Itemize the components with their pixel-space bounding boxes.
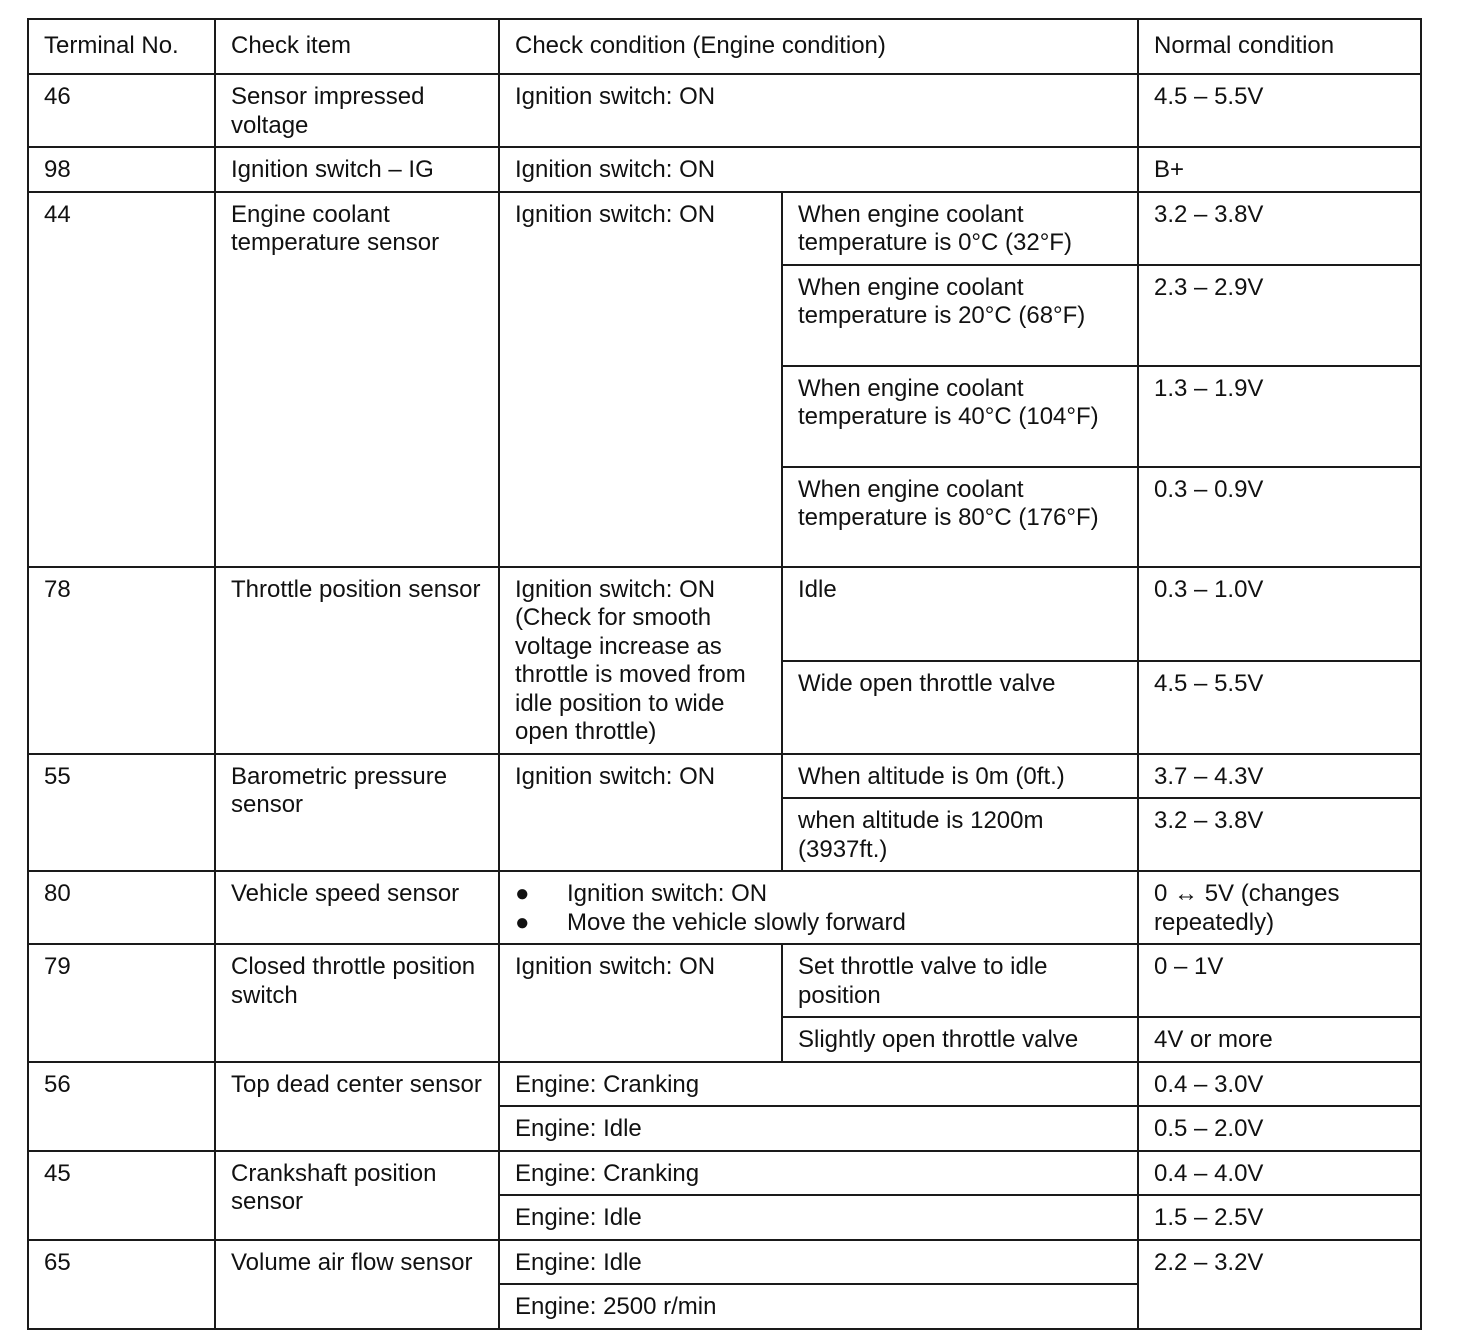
- header-terminal: Terminal No.: [28, 19, 215, 74]
- check-condition-cell: Engine: Idle: [499, 1240, 1138, 1285]
- sub-condition-cell: When engine coolant temperature is 40°C (104°F): [782, 366, 1138, 467]
- terminal-cell: 80: [28, 871, 215, 944]
- bullet-text: Ignition switch: ON: [567, 880, 768, 907]
- table-row: [28, 567, 1421, 661]
- check-item-cell: Engine coolant temperature sensor: [215, 192, 499, 567]
- list-item: [515, 909, 1123, 938]
- table-row: [28, 871, 1421, 944]
- header-normal-condition: Normal condition: [1138, 19, 1421, 74]
- check-item-cell: Sensor impressed voltage: [215, 74, 499, 147]
- check-condition-cell: Engine: Cranking: [499, 1151, 1138, 1196]
- terminal-voltage-table: [27, 18, 1422, 1330]
- check-item-cell: Volume air flow sensor: [215, 1240, 499, 1329]
- terminal-cell: 78: [28, 567, 215, 754]
- sub-condition-cell: Set throttle valve to idle position: [782, 944, 1138, 1017]
- normal-condition-cell: 2.3 – 2.9V: [1138, 265, 1421, 366]
- normal-condition-cell: 0 ↔ 5V (changes repeatedly): [1138, 871, 1421, 944]
- check-condition-cell: Engine: Idle: [499, 1195, 1138, 1240]
- sub-condition-cell: When engine coolant temperature is 0°C (32°F): [782, 192, 1138, 265]
- check-item-cell: Ignition switch – IG: [215, 147, 499, 192]
- normal-condition-cell: 3.2 – 3.8V: [1138, 192, 1421, 265]
- table-row: [28, 754, 1421, 799]
- table-row: [28, 147, 1421, 192]
- check-condition-cell: Engine: Cranking: [499, 1062, 1138, 1107]
- terminal-cell: 55: [28, 754, 215, 872]
- normal-condition-cell: 0.5 – 2.0V: [1138, 1106, 1421, 1151]
- header-check-item: Check item: [215, 19, 499, 74]
- check-item-cell: Closed throttle position switch: [215, 944, 499, 1062]
- table-header-row: [28, 19, 1421, 74]
- check-condition-cell: Ignition switch: ON: [499, 754, 782, 872]
- check-item-cell: Crankshaft position sensor: [215, 1151, 499, 1240]
- sub-condition-cell: when altitude is 1200m (3937ft.): [782, 798, 1138, 871]
- header-check-condition: Check condition (Engine condition): [499, 19, 1138, 74]
- list-item: [515, 880, 1123, 909]
- terminal-cell: 45: [28, 1151, 215, 1240]
- sub-condition-cell: Wide open throttle valve: [782, 661, 1138, 754]
- terminal-cell: 98: [28, 147, 215, 192]
- check-condition-cell: Ignition switch: ON: [499, 147, 1138, 192]
- normal-condition-cell: 2.2 – 3.2V: [1138, 1240, 1421, 1329]
- check-item-cell: Barometric pressure sensor: [215, 754, 499, 872]
- normal-condition-cell: 3.7 – 4.3V: [1138, 754, 1421, 799]
- normal-condition-cell: 0.4 – 3.0V: [1138, 1062, 1421, 1107]
- bullet-icon: ●: [515, 880, 530, 907]
- terminal-cell: 44: [28, 192, 215, 567]
- normal-condition-cell: 4.5 – 5.5V: [1138, 661, 1421, 754]
- normal-condition-cell: 3.2 – 3.8V: [1138, 798, 1421, 871]
- terminal-cell: 46: [28, 74, 215, 147]
- terminal-cell: 65: [28, 1240, 215, 1329]
- sub-condition-cell: When engine coolant temperature is 80°C (176°F): [782, 467, 1138, 567]
- check-condition-cell: Ignition switch: ON: [499, 944, 782, 1062]
- normal-condition-cell: 0 – 1V: [1138, 944, 1421, 1017]
- normal-condition-cell: 0.4 – 4.0V: [1138, 1151, 1421, 1196]
- bullet-list: [515, 880, 1123, 937]
- normal-condition-cell: 4V or more: [1138, 1017, 1421, 1062]
- sub-condition-cell: Slightly open throttle valve: [782, 1017, 1138, 1062]
- sub-condition-cell: When altitude is 0m (0ft.): [782, 754, 1138, 799]
- terminal-cell: 56: [28, 1062, 215, 1151]
- normal-condition-cell: B+: [1138, 147, 1421, 192]
- sub-condition-cell: Idle: [782, 567, 1138, 661]
- table-row: [28, 1062, 1421, 1107]
- bullet-icon: ●: [515, 908, 530, 936]
- check-condition-cell: Engine: 2500 r/min: [499, 1284, 1138, 1329]
- table-row: [28, 74, 1421, 147]
- normal-condition-cell: 1.3 – 1.9V: [1138, 366, 1421, 467]
- table-row: [28, 1151, 1421, 1196]
- check-condition-cell: Engine: Idle: [499, 1106, 1138, 1151]
- check-condition-cell: Ignition switch: ON: [499, 74, 1138, 147]
- sub-condition-cell: When engine coolant temperature is 20°C (68°F): [782, 265, 1138, 366]
- check-item-cell: Vehicle speed sensor: [215, 871, 499, 944]
- bullet-text: Move the vehicle slowly forward: [567, 908, 906, 936]
- terminal-cell: 79: [28, 944, 215, 1062]
- normal-condition-cell: 1.5 – 2.5V: [1138, 1195, 1421, 1240]
- table-row: [28, 1240, 1421, 1285]
- check-condition-cell: [499, 871, 1138, 944]
- table-row: [28, 944, 1421, 1017]
- normal-condition-cell: 0.3 – 0.9V: [1138, 467, 1421, 567]
- check-item-cell: Top dead center sensor: [215, 1062, 499, 1151]
- table-row: [28, 192, 1421, 265]
- check-condition-cell: Ignition switch: ON: [499, 192, 782, 567]
- normal-condition-cell: 0.3 – 1.0V: [1138, 567, 1421, 661]
- normal-condition-cell: 4.5 – 5.5V: [1138, 74, 1421, 147]
- check-item-cell: Throttle position sensor: [215, 567, 499, 754]
- check-condition-cell: Ignition switch: ON (Check for smooth voltage increase as throttle is moved from idle position to wide open throttle): [499, 567, 782, 754]
